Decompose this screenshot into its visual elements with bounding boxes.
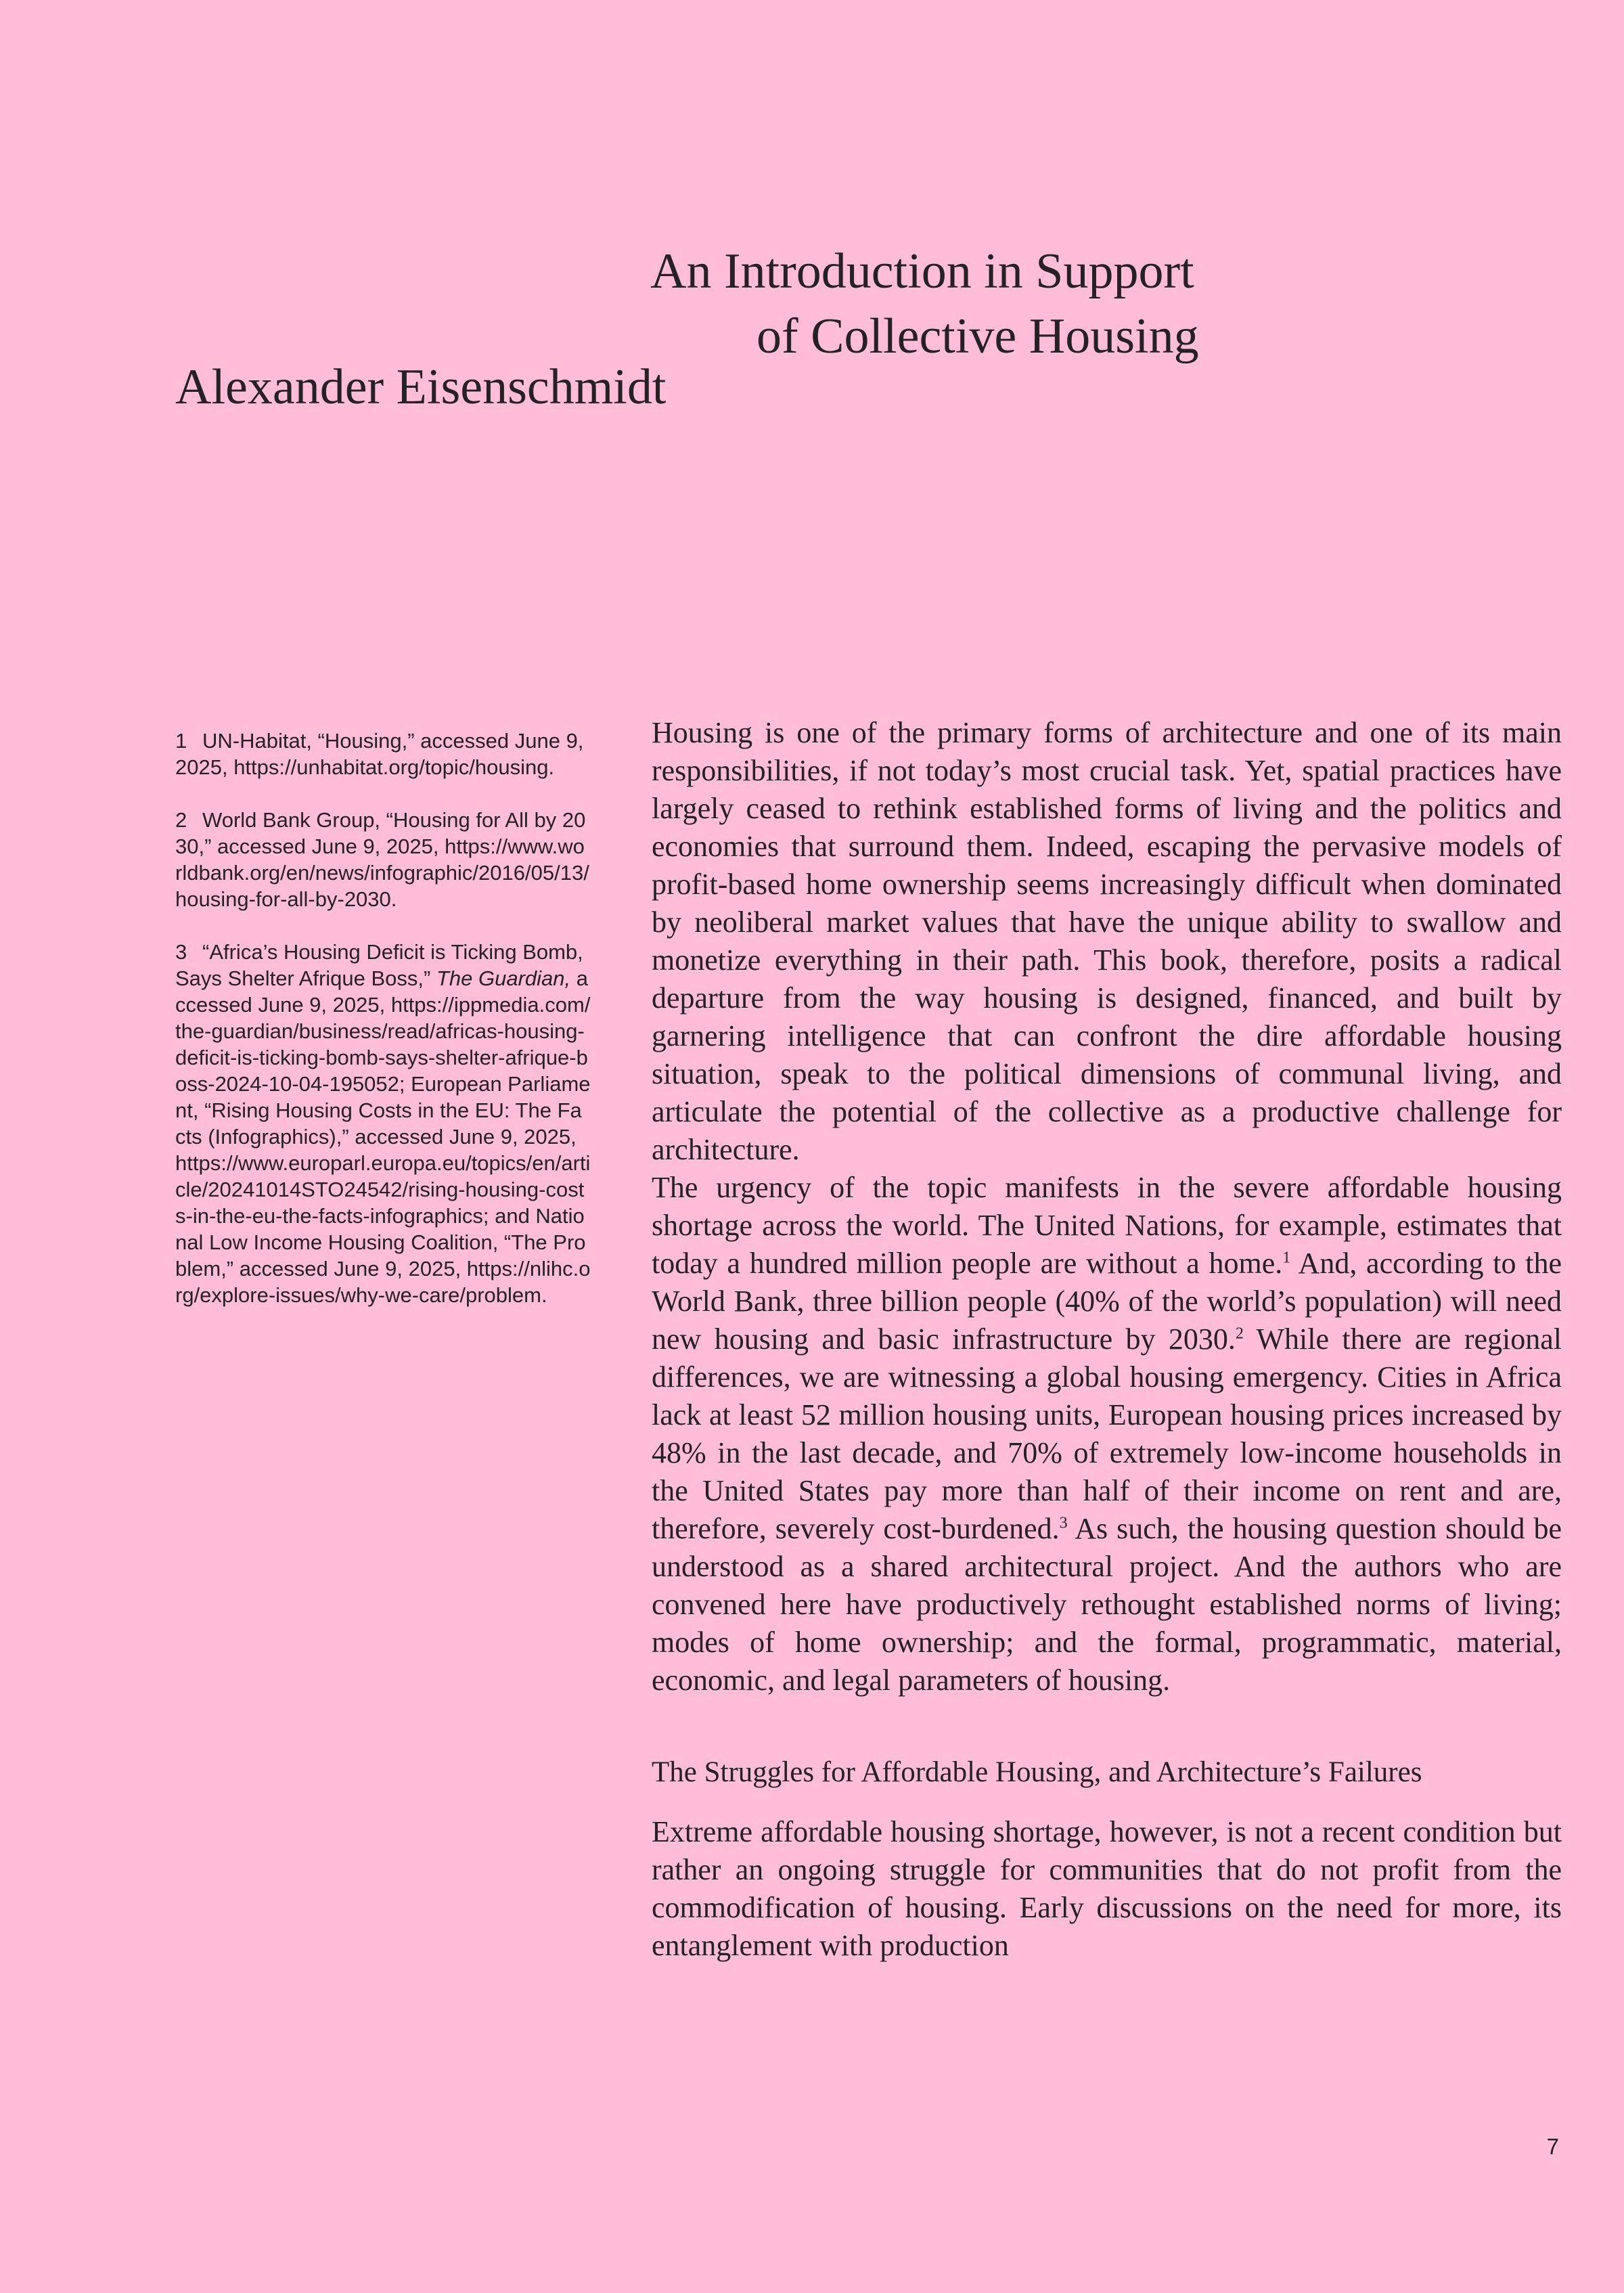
footnote-1 [175,728,591,780]
chapter-title-line-2: of Collective Housing [757,309,1199,364]
body-paragraph-2 [652,1169,1562,1699]
footnote-number: 2 [175,808,187,832]
body-text-segment: And, according to the World Bank, three billion people (40% of the world’s population) will need new housing and basic infrastructure by 2030. [652,1247,1562,1356]
footnote-2 [175,807,591,912]
footnote-text: World Bank Group, “Housing for All by 2030,” accessed June 9, 2025, https://www.worldbank.org/en/news/infographic/2016/05/13/housing-for-all-by-2030. [175,808,589,911]
body-text-segment: As such, the housing question should be understood as a shared architectural project. And the authors who are convened here have productively rethought established norms of living; modes of home ownership; and the formal, programmatic, material, economic, and legal parameters of housing. [652,1512,1562,1697]
body-paragraph-1: Housing is one of the primary forms of architecture and one of its main responsibilities, if not today’s most crucial task. Yet, spatial practices have largely ceased to rethink established forms of living and the politics and economies that surround them. Indeed, escaping the pervasive models of profit-based home ownership seems increasingly difficult when dominated by neoliberal market values that have the unique ability to swallow and monetize everything in their path. This book, therefore, posits a radical departure from the way housing is designed, financed, and built by garnering intelligence that can confront the dire affordable housing situation, speak to the political dimensions of communal living, and articulate the potential of the collective as a productive challenge for architecture. [652,716,1562,1166]
section-heading: The Struggles for Affordable Housing, and Architecture’s Failures [652,1756,1422,1788]
chapter-title-line-1: An Introduction in Support [650,244,1194,299]
body-text-segment: While there are regional differences, we are witnessing a global housing emergency. Cities in Africa lack at least 52 million housing units, European housing prices increased by 48% in the last decade, and 70% of extremely low-income households in the United States pay more than half of their income on rent and are, therefore, severely cost-burdened. [652,1322,1562,1545]
author-name: Alexander Eisenschmidt [175,359,667,415]
main-text-column [652,714,1562,1965]
footnote-number: 3 [175,940,187,964]
footnote-text: “Africa’s Housing Deficit is Ticking Bomb, Says Shelter Afrique Boss,” [175,940,583,990]
footnote-italic-title: The Guardian, [436,966,571,990]
page-number: 7 [1546,2134,1559,2159]
footnote-3 [175,939,591,1308]
footnotes-column [175,728,591,1335]
footnote-number: 1 [175,729,187,753]
footnote-text-continued: accessed June 9, 2025, https://ippmedia.com/the-guardian/business/read/africas-housing-deficit-is-ticking-bomb-says-shelter-afrique-boss-2024-10-04-195052; European Parliament, “Rising Housing Costs in the EU: The Facts (Infographics),” accessed June 9, 2025, https://www.europarl.europa.eu/topics/en/article/20241014STO24542/rising-housing-costs-in-the-eu-the-facts-infographics; and National Low Income Housing Coalition, “The Problem,” accessed June 9, 2025, https://nlihc.org/explore-issues/why-we-care/problem. [175,966,591,1307]
body-paragraph-3: Extreme affordable housing shortage, however, is not a recent condition but rather an ongoing struggle for communities that do not profit from the commodification of housing. Early discussions on the need for more, its entanglement with production [652,1815,1562,1962]
body-text-segment: The urgency of the topic manifests in the severe affordable housing shortage across the world. The United Nations, for example, estimates that today a hundred million people are without a home. [652,1171,1562,1280]
footnote-text: UN-Habitat, “Housing,” accessed June 9, 2025, https://unhabitat.org/topic/housing. [175,729,584,779]
footnote-ref-3: 3 [1059,1514,1068,1532]
footnote-ref-1: 1 [1282,1249,1291,1267]
footnote-ref-2: 2 [1235,1324,1244,1343]
